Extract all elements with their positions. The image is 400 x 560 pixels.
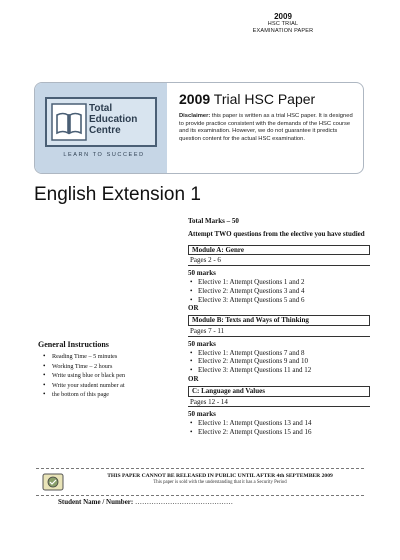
module-c-title: C: Language and Values: [188, 386, 370, 397]
instruction-item-continued: • the bottom of this page: [52, 390, 178, 400]
banner-title-year: 2009: [179, 91, 211, 107]
instruction-item: • Write your student number at: [52, 381, 178, 391]
elective-item: • Elective 2: Attempt Questions 9 and 10: [198, 357, 370, 366]
module-c-pages: Pages 12 - 14: [188, 398, 370, 408]
banner: [34, 82, 364, 174]
logo-line2: Education: [89, 114, 138, 125]
elective-item: • Elective 2: Attempt Questions 15 and 16: [198, 428, 370, 437]
module-a-title: Module A: Genre: [188, 245, 370, 256]
open-book-icon: [51, 103, 87, 141]
student-name-field[interactable]: [58, 498, 233, 506]
logo-tagline: LEARN TO SUCCEED: [63, 152, 145, 158]
elective-item: • Elective 2: Attempt Questions 3 and 4: [198, 287, 370, 296]
banner-title: [179, 91, 315, 107]
exam-structure: [188, 217, 370, 437]
header-line1: HSC TRIAL: [267, 21, 299, 27]
general-instructions-heading: General Instructions: [38, 340, 109, 349]
elective-item: • Elective 1: Attempt Questions 13 and 14: [198, 419, 370, 428]
subject-title: English Extension 1: [34, 184, 201, 205]
banner-title-text: Trial HSC Paper: [210, 91, 316, 107]
footer-divider: [36, 495, 364, 496]
disclaimer-label: Disclaimer:: [179, 113, 211, 119]
instruction-item: • Reading Time – 5 minutes: [52, 352, 178, 362]
elective-item: • Elective 3: Attempt Questions 5 and 6: [198, 296, 370, 305]
or-separator: OR: [188, 304, 199, 313]
module-a-marks: 50 marks: [188, 269, 216, 278]
student-name-dots: ……………………………………: [133, 498, 233, 506]
total-marks: Total Marks – 50: [188, 217, 239, 225]
elective-item: • Elective 1: Attempt Questions 1 and 2: [198, 278, 370, 287]
module-a-pages: Pages 2 - 6: [188, 256, 370, 266]
module-c-electives: [188, 419, 370, 437]
student-name-label: Student Name / Number:: [58, 498, 134, 506]
module-c-marks: 50 marks: [188, 410, 216, 419]
instruction-item: • Working Time – 2 hours: [52, 362, 178, 372]
instruction-item: • Write using blue or black pen: [52, 371, 178, 381]
security-period-note: This paper is sold with the understanding that it has a Security Period: [153, 480, 287, 485]
module-b-title: Module B: Texts and Ways of Thinking: [188, 315, 370, 326]
module-b-electives: [188, 349, 370, 375]
disclaimer: [179, 113, 359, 143]
elective-item: • Elective 3: Attempt Questions 11 and 12: [198, 366, 370, 375]
footer-divider: [36, 468, 364, 469]
instructions-list: [38, 352, 178, 400]
release-notice: THIS PAPER CANNOT BE RELEASED IN PUBLIC UNTIL AFTER 4th SEPTEMBER 2009: [107, 473, 333, 479]
banner-logo-panel: [35, 83, 167, 173]
module-b-pages: Pages 7 - 11: [188, 327, 370, 337]
security-seal-icon: [40, 470, 66, 494]
disclaimer-text: this paper is written as a trial HSC paper. It is designed to provide practice consistent with the demands of the HSC course and its examination. However, we do not guarantee it predicts question content for the actual HSC examination.: [179, 113, 353, 142]
or-separator: OR: [188, 374, 199, 383]
attempt-instruction: Attempt TWO questions from the elective you have studied: [188, 229, 365, 238]
logo-line3: Centre: [89, 125, 121, 136]
paper-header: [228, 12, 338, 35]
logo-line1: Total: [89, 103, 113, 114]
module-a-electives: [188, 278, 370, 304]
logo-text: [89, 103, 137, 136]
module-b-marks: 50 marks: [188, 339, 216, 348]
logo: [45, 97, 157, 147]
elective-item: • Elective 1: Attempt Questions 7 and 8: [198, 349, 370, 358]
header-line2: EXAMINATION PAPER: [252, 28, 314, 34]
general-instructions: [38, 340, 178, 400]
header-year: 2009: [274, 12, 292, 21]
